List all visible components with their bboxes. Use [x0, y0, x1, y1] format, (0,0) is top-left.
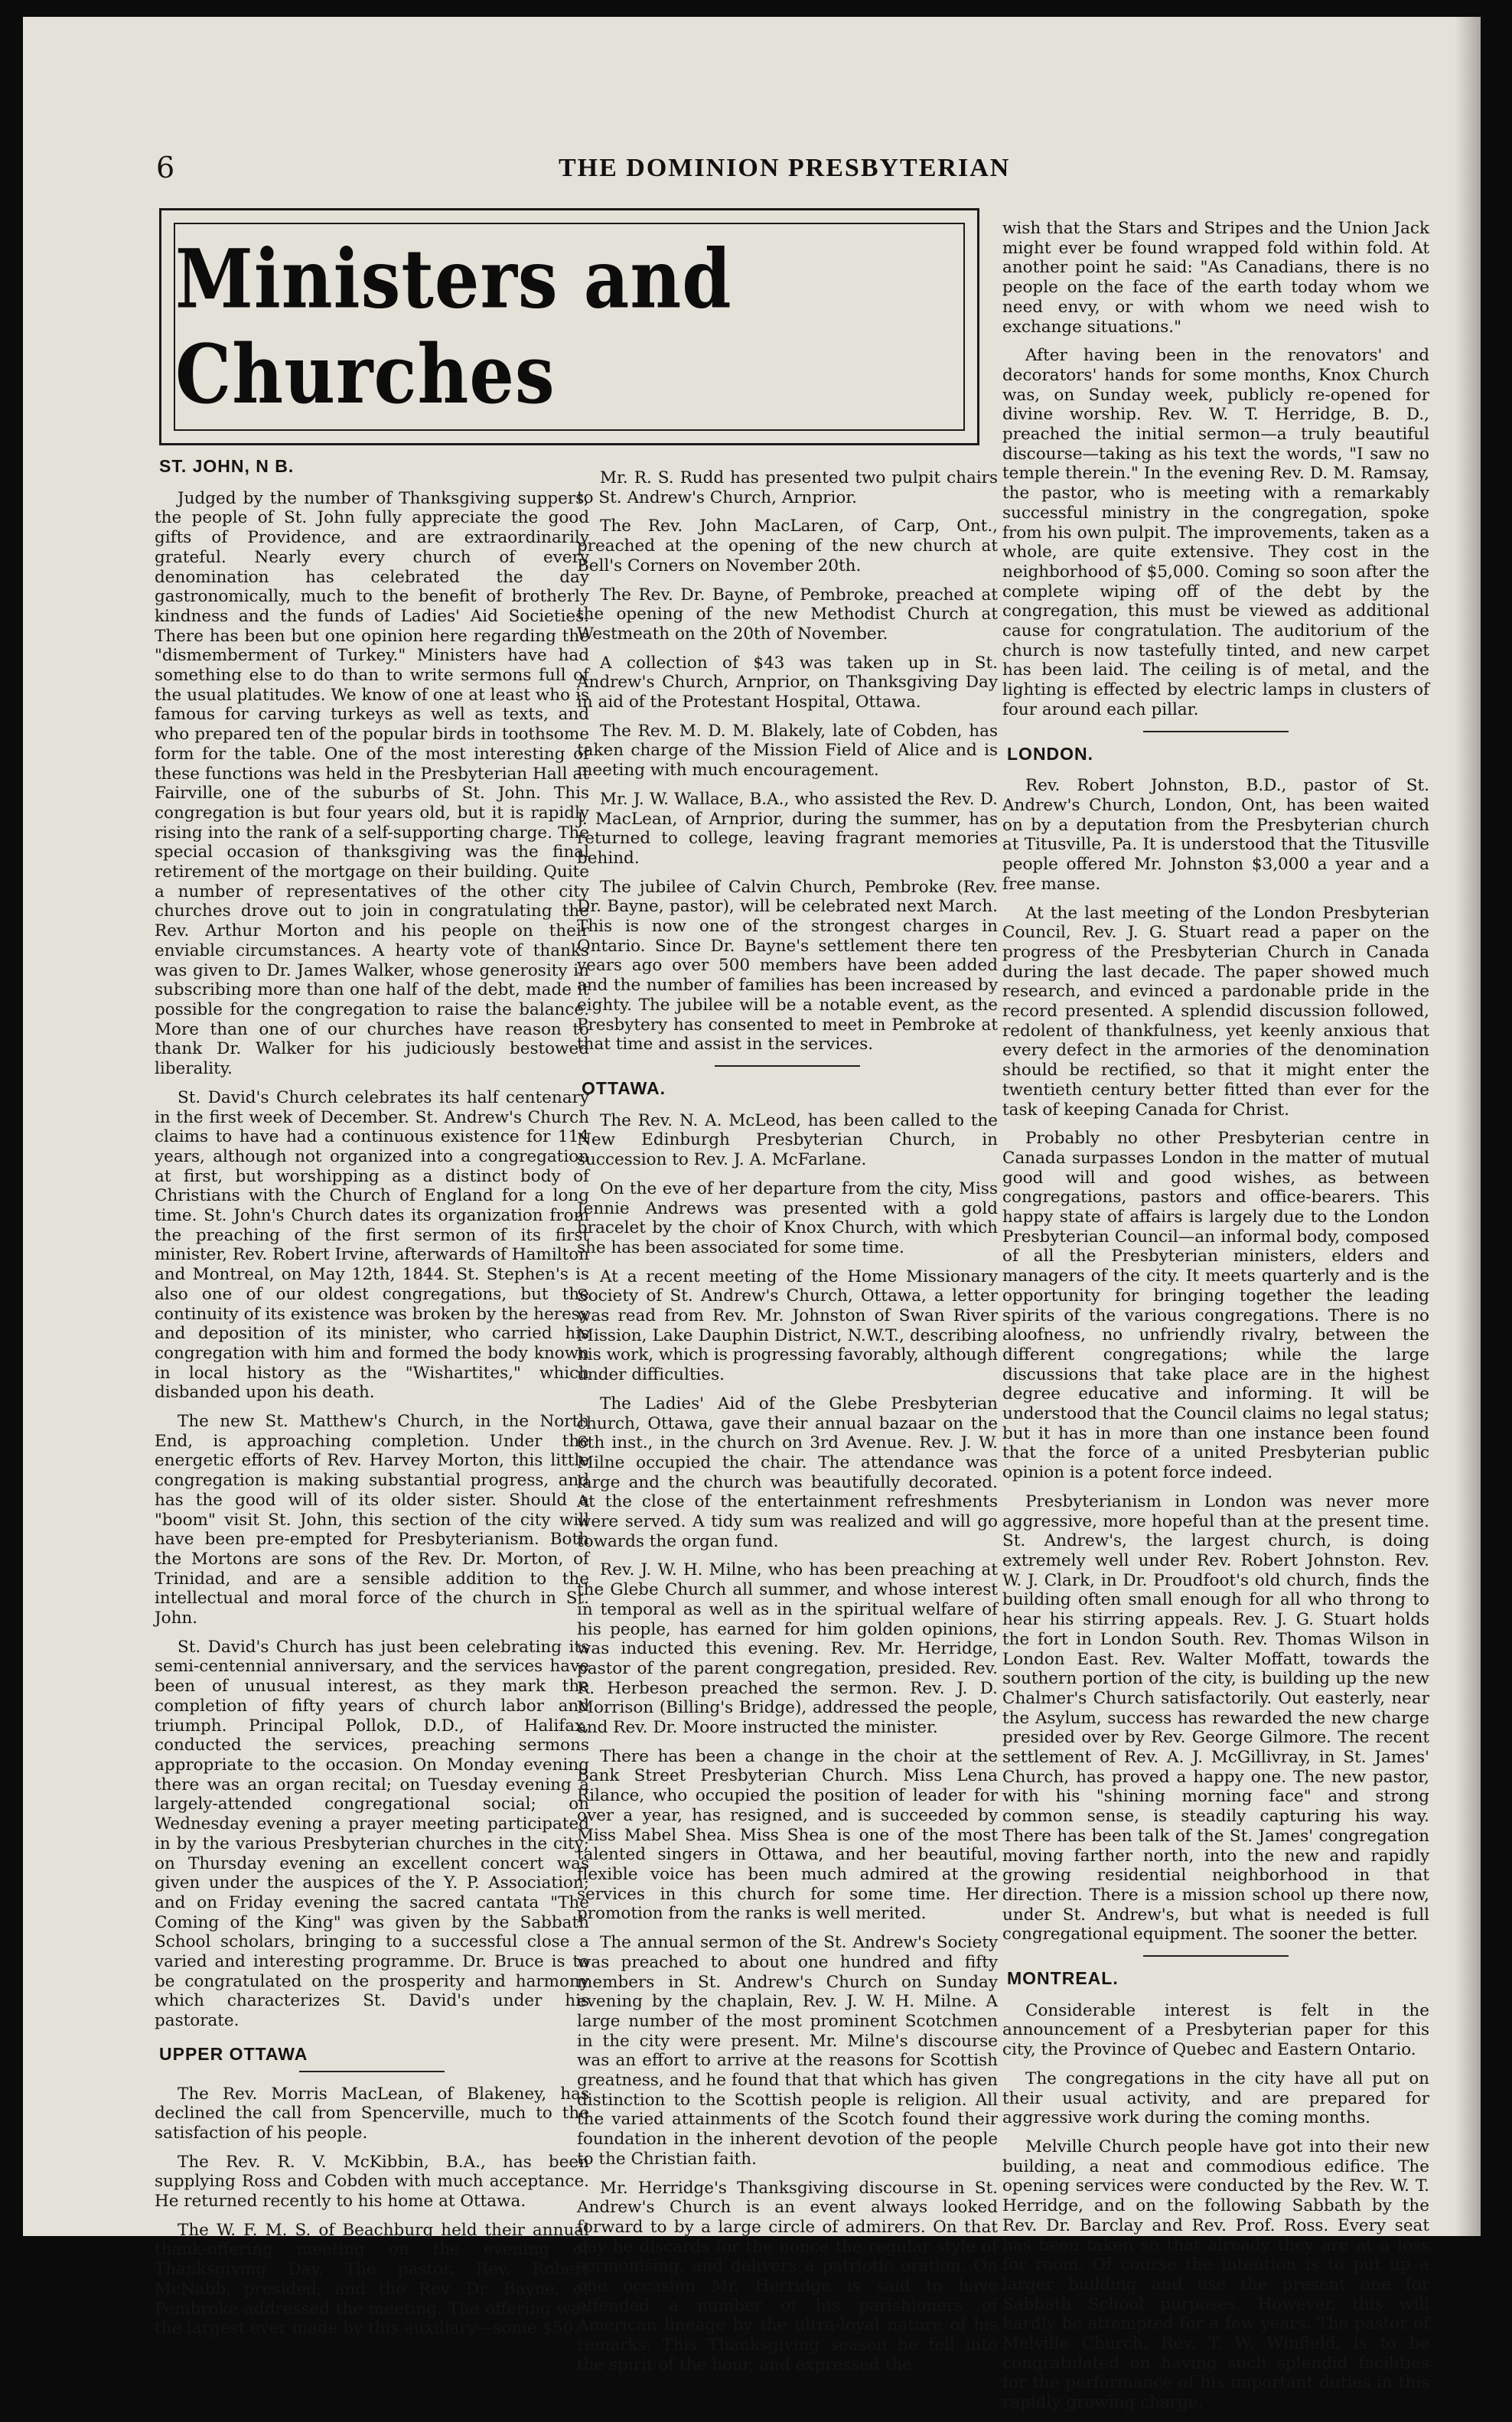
article-paragraph: wish that the Stars and Stripes and the Union Jack might ever be found wrapped fold within fold. At another point he said: "As Canadians, there is no people on the face of the earth today whom we need envy, or with whom we need wish to exchange situations." — [1002, 219, 1429, 337]
section-banner — [159, 208, 979, 445]
column-1 — [155, 457, 589, 2348]
article-paragraph: Presbyterianism in London was never more aggressive, more hopeful than at the present time. St. Andrew's, the largest church, is doing extremely well under Rev. Robert Johnston. Rev. W. J. Clark, in Dr. Proudfoot's old church, finds the building often small enough for all who throng to hear his stirring appeals. Rev. J. G. Stuart holds the fort in London South. Rev. Thomas Wilson in London East. Rev. Walter Moffatt, towards the southern portion of the city, is building up the new Chalmer's Church satisfactorily. Out easterly, near the Asylum, success has rewarded the new charge presided over by Rev. George Gilmore. The recent settlement of Rev. A. J. McGillivray, in St. James' Church, has proved a happy one. The new pastor, with his "shining morning face" and strong common sense, is steadily capturing his way. There has been talk of the St. James' congregation moving farther north, into the new and rapidly growing residential neighborhood in that direction. There is a mission school up there now, under St. Andrew's, but what is needed is full congregational equipment. The sooner the better. — [1002, 1491, 1429, 1944]
section-divider — [715, 1065, 860, 1067]
article-paragraph: A collection of $43 was taken up in St. Andrew's Church, Arnprior, on Thanksgiving Day in aid of the Protestant Hospital, Ottawa. — [577, 653, 998, 712]
section-divider — [1143, 731, 1289, 732]
section-banner-title: Ministers and Churches — [175, 231, 732, 422]
article-paragraph: Judged by the number of Thanksgiving suppers, the people of St. John fully appreciate the good gifts of Providence, and are extraordinarily grateful. Nearly every church of every denomination has celebrated the day gastronomically, much to the benefit of brotherly kindness and the funds of Ladies' Aid Societies. There has been but one opinion here regarding the "dismemberment of Turkey." Ministers have had something else to do than to write sermons full of the usual platitudes. We know of one at least who is famous for carving turkeys as well as texts, and who prepared ten of the popular birds in toothsome form for the table. One of the most interesting of these functions was held in the Presbyterian Hall at Fairville, one of the suburbs of St. John. This congregation is but four years old, but it is rapidly rising into the rank of a self-supporting charge. The special occasion of thanksgiving was the final retirement of the mortgage on their building. Quite a number of representatives of the other city churches drove out to join in congratulating the Rev. Arthur Morton and his people on their enviable circumstances. A hearty vote of thanks was given to Dr. James Walker, whose generosity in subscribing more than one half of the debt, made it possible for the congregation to raise the balance. More than one of our churches have reason to thank Dr. Walker for his judiciously bestowed liberality. — [155, 488, 589, 1079]
article-paragraph: The Ladies' Aid of the Glebe Presbyterian church, Ottawa, gave their annual bazaar on the 6th inst., in the church on 3rd Avenue. Rev. J. W. Milne occupied the chair. The attendance was large and the church was beautifully decorated. At the close of the entertainment refreshments were served. A tidy sum was realized and will go towards the organ fund. — [577, 1394, 998, 1551]
section-heading-london: LONDON. — [1007, 743, 1094, 764]
article-paragraph: The congregations in the city have all put on their usual activity, and are prepared for aggressive work during the coming months. — [1002, 2068, 1429, 2128]
section-heading-ottawa: OTTAWA. — [582, 1077, 666, 1098]
article-paragraph: At a recent meeting of the Home Missionary Society of St. Andrew's Church, Ottawa, a letter was read from Rev. Mr. Johnston of Swan River Mission, Lake Dauphin District, N.W.T., describing his work, which is progressing favorably, although under difficulties. — [577, 1266, 998, 1385]
section-heading-montreal: MONTREAL. — [1007, 1968, 1119, 1989]
article-paragraph: St. David's Church has just been celebrating its semi-centennial anniversary, and the services have been of unusual interest, as they mark the completion of fifty years of church labor and triumph. Principal Pollok, D.D., of Halifax, conducted the services, preaching sermons appropriate to the occasion. On Monday evening there was an organ recital; on Tuesday evening a largely-attended congregational social; on Wednesday evening a prayer meeting participated in by the various Presbyterian churches in the city; on Thursday evening an excellent concert was given under the auspices of the Y. P. Association; and on Friday evening the sacred cantata "The Coming of the King" was given by the Sabbath School scholars, bringing to a successful close a varied and interesting programme. Dr. Bruce is to be congratulated on the prosperity and harmony which characterizes St. David's under his pastorate. — [155, 1637, 589, 2031]
article-paragraph: The annual sermon of the St. Andrew's Society was preached to about one hundred and fifty members in St. Andrew's Church on Sunday evening by the chaplain, Rev. J. W. H. Milne. A large number of the most prominent Scotchmen in the city were present. Mr. Milne's discourse was an effort to arrive at the reasons for Scottish greatness, and he found that that which has given distinction to the Scottish people is religion. All the varied attainments of the Scotch found their foundation in the inherent devotion of the people to the Christian faith. — [577, 1933, 998, 2169]
article-paragraph: Rev. J. W. H. Milne, who has been preaching at the Glebe Church all summer, and whose interest in temporal as well as in the spiritual welfare of his people, has earned for him golden opinions, was inducted this evening. Rev. Mr. Herridge, pastor of the parent congregation, presided. Rev. R. Herbeson preached the sermon. Rev. J. D. Morrison (Billing's Bridge), addressed the people, and Rev. Dr. Moore instructed the minister. — [577, 1560, 998, 1738]
article-paragraph: Mr. R. S. Rudd has presented two pulpit chairs to St. Andrew's Church, Arnprior. — [577, 468, 998, 507]
article-paragraph: St. David's Church celebrates its half centenary in the first week of December. St. Andrew's Church claims to have had a continuous existence for 114 years, although not organized into a congregation at first, but worshipping as a distinct body of Christians with the Church of England for a long time. St. John's Church dates its organization from the preaching of the first sermon of its first minister, Rev. Robert Irvine, afterwards of Hamilton and Montreal, on May 12th, 1844. St. Stephen's is also one of our oldest congregations, but the continuity of its existence was broken by the heresy and deposition of its minister, who carried his congregation with him and formed the body known in local history as the "Wishartites," which disbanded upon his death. — [155, 1087, 589, 1403]
article-paragraph: The Rev. R. V. McKibbin, B.A., has been supplying Ross and Cobden with much acceptance. He returned recently to his home at Ottawa. — [155, 2152, 589, 2212]
section-heading-st-john: ST. JOHN, N B. — [159, 456, 295, 476]
publication-title: THE DOMINION PRESBYTERIAN — [559, 154, 1011, 182]
page-number: 6 — [156, 151, 175, 184]
page-header — [23, 151, 1481, 197]
article-paragraph: At the last meeting of the London Presbyterian Council, Rev. J. G. Stuart read a paper on the progress of the Presbyterian Church in Canada during the last decade. The paper showed much research, and evinced a pardonable pride in the record presented. A splendid discussion followed, redolent of thankfulness, yet keenly anxious that every defect in the armories of the denomination should be rectified, so that it might enter the twentieth century better fitted than ever for the task of keeping Canada for Christ. — [1002, 903, 1429, 1120]
section-divider — [299, 2071, 445, 2072]
article-paragraph: The jubilee of Calvin Church, Pembroke (Rev. Dr. Bayne, pastor), will be celebrated next March. This is now one of the strongest charges in Ontario. Since Dr. Bayne's settlement there ten years ago over 500 members have been added and the number of families has been increased by eighty. The jubilee will be a notable event, as the Presbytery has consented to meet in Pembroke at that time and assist in the services. — [577, 877, 998, 1055]
article-paragraph: The Rev. M. D. M. Blakely, late of Cobden, has taken charge of the Mission Field of Alice and is meeting with much encouragement. — [577, 721, 998, 781]
article-paragraph: The Rev. Dr. Bayne, of Pembroke, preached at the opening of the new Methodist Church at Westmeath on the 20th of November. — [577, 585, 998, 644]
article-paragraph: Rev. Robert Johnston, B.D., pastor of St. Andrew's Church, London, Ont, has been waited on by a deputation from the Presbyterian church at Titusville, Pa. It is understood that the Titusville people offered Mr. Johnston $3,000 a year and a free manse. — [1002, 776, 1429, 894]
article-paragraph: The new St. Matthew's Church, in the North End, is approaching completion. Under the energetic efforts of Rev. Harvey Morton, this little congregation is making substantial progress, and has the good will of its older sister. Should a "boom" visit St. John, this section of the city will have been pre-empted for Presbyterianism. Both the Mortons are sons of the Rev. Dr. Morton, of Trinidad, and are a sensible addition to the intellectual and moral force of the church in St. John. — [155, 1412, 589, 1628]
article-paragraph: The W. F. M. S. of Beachburg held their annual thank-offering meeting on the evening of Thanksgiving Day. The pastor, Rev. Robert McNabb, presided, and the Rev. Dr. Bayne, of Pembroke addressed the meeting. The offering was the largest ever made by this auxiliary—some $50. — [155, 2220, 589, 2339]
section-heading-upper-ottawa: UPPER OTTAWA — [159, 2043, 308, 2064]
article-paragraph: On the eve of her departure from the city, Miss Jennie Andrews was presented with a gold bracelet by the choir of Knox Church, with which she has been associated for some time. — [577, 1178, 998, 1257]
article-paragraph: Mr. Herridge's Thanksgiving discourse in St. Andrew's Church is an event always looked forward to by a large circle of admirers. On that day he discards for the nonce the regular style of sermonising, and delivers a patriotic oration. On one occasion Mr. Herridge is said to have offended a number of his parishioners of American lineage by the ultra-loyal nature of his remarks. This Thanksgiving season he fell into the spirit of the hour, and expressed the — [577, 2178, 998, 2375]
section-divider — [1143, 1955, 1289, 1957]
page-edge-shadow — [1455, 17, 1481, 2236]
article-paragraph: The Rev. John MacLaren, of Carp, Ont., preached at the opening of the new church at Bell's Corners on November 20th. — [577, 517, 998, 575]
article-paragraph: Probably no other Presbyterian centre in Canada surpasses London in the matter of mutual good will and good wishes, as between congregations, pastors and office-bearers. This happy state of affairs is largely due to the London Presbyterian Council—an informal body, composed of all the Presbyterian ministers, elders and managers of the city. It meets quarterly and is the opportunity for bringing together the leading spirits of the various congregations. There is no aloofness, no unfriendly rivalry, between the different congregations; while the large discussions that take place are in the highest degree educative and informing. It will be understood that the Council claims no legal status; but it has in more than one instance been found that the force of a united Presbyterian public opinion is a potent force indeed. — [1002, 1129, 1429, 1483]
article-paragraph: The Rev. Morris MacLean, of Blakeney, has declined the call from Spencerville, much to the satisfaction of his people. — [155, 2084, 589, 2143]
column-2 — [577, 468, 998, 2385]
article-paragraph: The Rev. N. A. McLeod, has been called to the New Edinburgh Presbyterian Church, in succession to Rev. J. A. McFarlane. — [577, 1110, 998, 1170]
article-paragraph: There has been a change in the choir at the Bank Street Presbyterian Church. Miss Lena Rilance, who occupied the position of leader for over a year, has resigned, and is succeeded by Miss Mabel Shea. Miss Shea is one of the most talented singers in Ottawa, and her beautiful, flexible voice has been much admired at the services in this church for some time. Her promotion from the ranks is well merited. — [577, 1746, 998, 1924]
section-banner-inner-frame — [174, 223, 965, 431]
column-3 — [1002, 219, 1429, 2422]
article-paragraph: After having been in the renovators' and decorators' hands for some months, Knox Church was, on Sunday week, publicly re-opened for divine worship. Rev. W. T. Herridge, B. D., preached the initial sermon—a truly beautiful discourse—taking as his text the words, "I saw no temple therein." In the evening Rev. D. M. Ramsay, the pastor, who is meeting with a remarkably successful ministry in the congregation, spoke from his own pulpit. The improvements, taken as a whole, are quite extensive. They cost in the neighborhood of $5,000. Coming so soon after the complete wiping off of the debt by the congregation, this must be viewed as additional cause for congratulation. The auditorium of the church is now tastefully tinted, and new carpet has been laid. The ceiling is of metal, and the lighting is effected by electric lamps in clusters of four around each pillar. — [1002, 346, 1429, 719]
newspaper-page — [23, 17, 1481, 2413]
article-paragraph: Considerable interest is felt in the announcement of a Presbyterian paper for this city, the Province of Quebec and Eastern Ontario. — [1002, 2000, 1429, 2060]
article-paragraph: Mr. J. W. Wallace, B.A., who assisted the Rev. D. J. MacLean, of Arnprior, during the summer, has returned to college, leaving fragrant memories behind. — [577, 789, 998, 868]
article-paragraph: Melville Church people have got into their new building, a neat and commodious edifice. The opening services were conducted by the Rev. W. T. Herridge, and on the following Sabbath by the Rev. Dr. Barclay and Rev. Prof. Ross. Every seat has been taken so that already they are at a loss for room. Of course the intention is to put up a larger building and use the present one for Sabbath School purposes. However, this will hardly be attempted for a few years. The pastor of Melville Church, Rev. T. W. Winfield, is to be congratulated on having such splendid facilities for the performance of his important duties in this rapidly growing charge. — [1002, 2137, 1429, 2413]
